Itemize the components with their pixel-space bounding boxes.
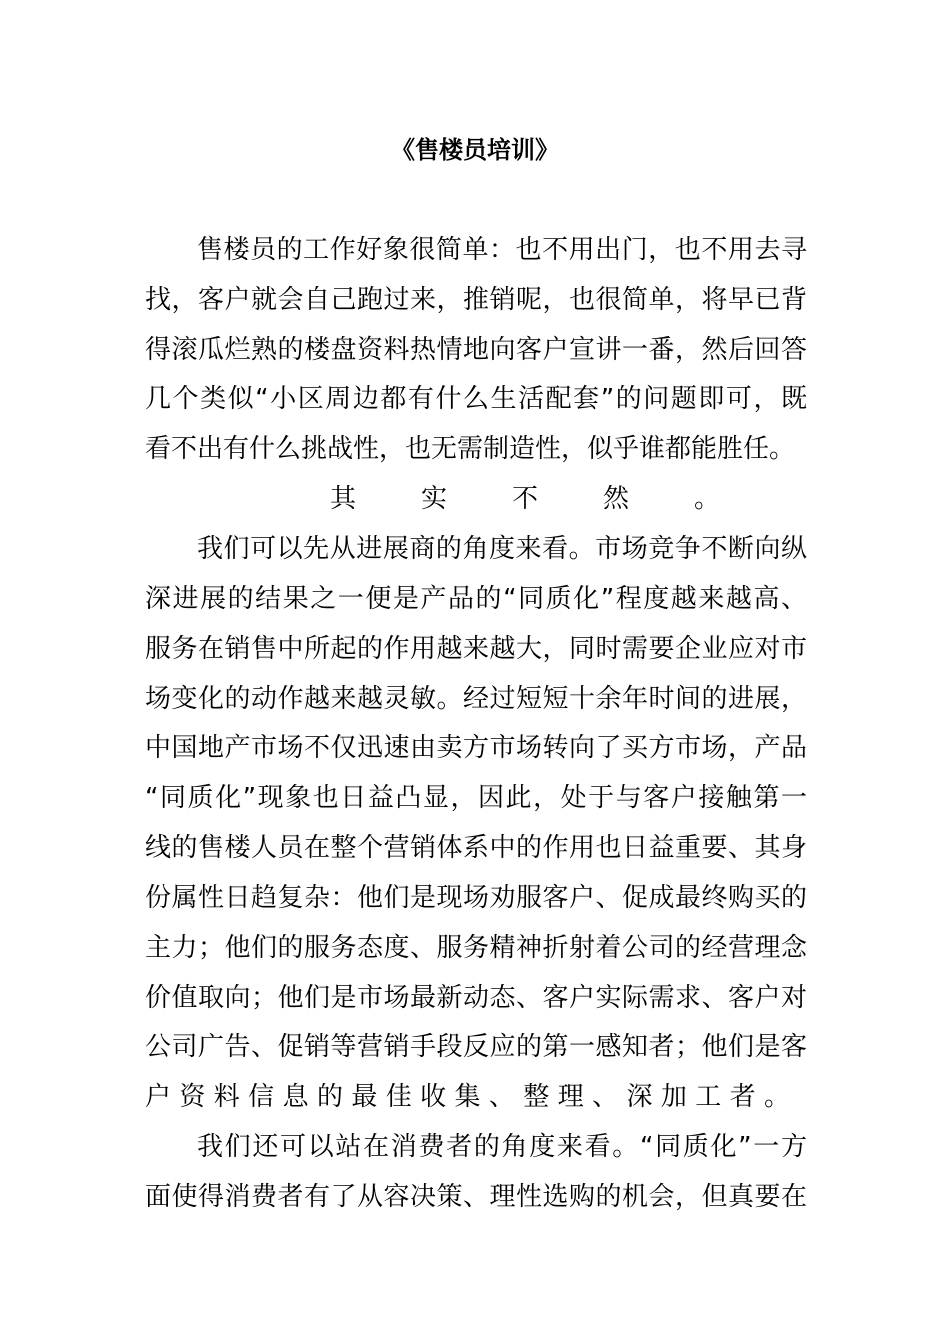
paragraph-line: 服务在销售中所起的作用越来越大，同时需要企业应对市	[145, 634, 807, 664]
paragraph-line: 价值取向；他们是市场最新动态、客户实际需求、客户对	[145, 983, 807, 1013]
paragraph-line: 售楼员的工作好象很简单：也不用出门，也不用去寻	[197, 235, 807, 265]
paragraph-line: 看不出有什么挑战性，也无需制造性，似乎谁都能胜任。	[145, 434, 796, 464]
paragraph-line: 份属性日趋复杂：他们是现场劝服客户、促成最终购买的	[145, 883, 807, 913]
paragraph-line: 我们还可以站在消费者的角度来看。“同质化”一方	[197, 1132, 807, 1162]
paragraph-line: 中国地产市场不仅迅速由卖方市场转向了买方市场，产品	[145, 733, 807, 763]
paragraph-line-spaced: 户 资 料 信 息 的 最 佳 收 集 、 整 理 、 深 加 工 者 。	[145, 1082, 791, 1112]
paragraph-line: 得滚瓜烂熟的楼盘资料热情地向客户宣讲一番，然后回答	[145, 335, 807, 365]
paragraph-line: 场变化的动作越来越灵敏。经过短短十余年时间的进展，	[145, 684, 807, 714]
paragraph-line: 公司广告、促销等营销手段反应的第一感知者；他们是客	[145, 1032, 807, 1062]
paragraph-line: 线的售楼人员在整个营销体系中的作用也日益重要、其身	[145, 833, 807, 863]
paragraph-line: 我们可以先从进展商的角度来看。市场竞争不断向纵	[197, 534, 807, 564]
paragraph-line: 找，客户就会自己跑过来，推销呢，也很简单，将早已背	[145, 285, 807, 315]
paragraph-line-spaced: 其 实 不 然 。	[330, 484, 720, 514]
document-title: 《售楼员培训》	[391, 136, 559, 164]
paragraph-line: 主力；他们的服务态度、服务精神折射着公司的经营理念	[145, 933, 807, 963]
paragraph-line: “同质化”现象也日益凸显，因此，处于与客户接触第一	[145, 783, 807, 813]
paragraph-line: 深进展的结果之一便是产品的“同质化”程度越来越高、	[145, 584, 807, 614]
paragraph-line: 面使得消费者有了从容决策、理性选购的机会，但真要在	[145, 1182, 807, 1212]
paragraph-line: 几个类似“小区周边都有什么生活配套”的问题即可，既	[145, 384, 807, 414]
